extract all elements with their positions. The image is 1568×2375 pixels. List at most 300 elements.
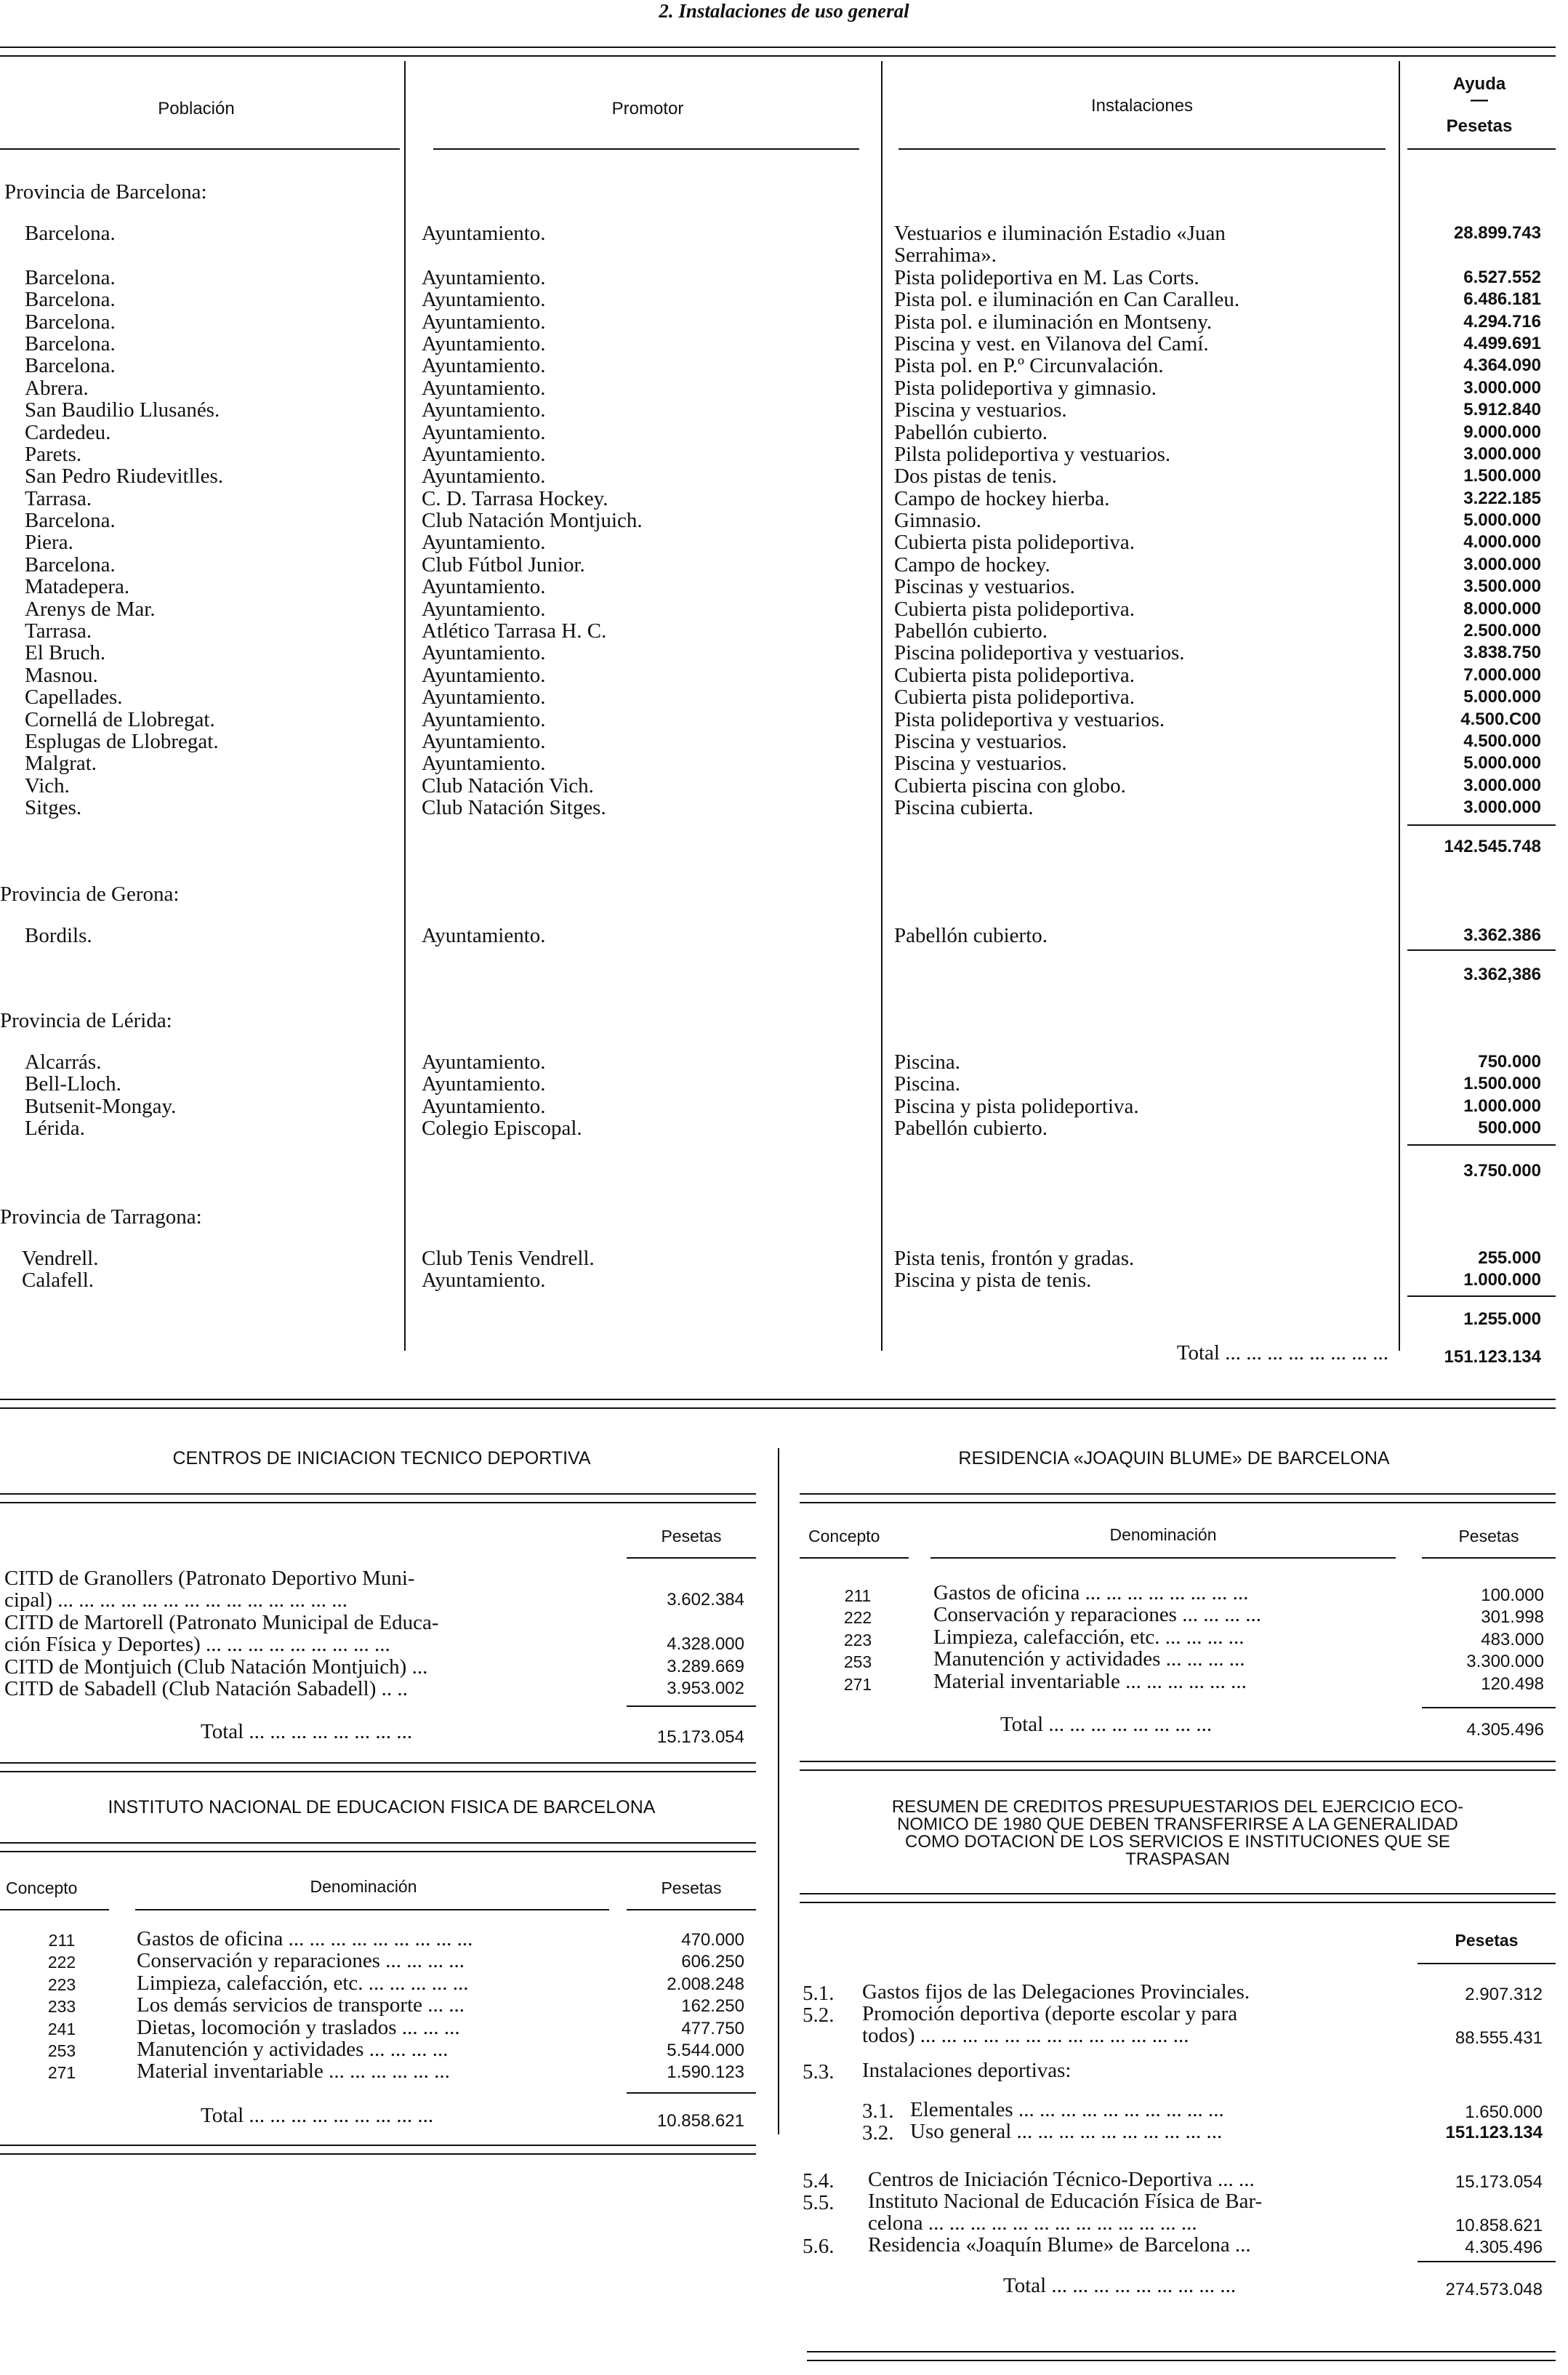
poblacion-cell: San Pedro Riudevitlles. (25, 465, 224, 489)
citd-item-line: CITD de Sabadell (Club Natación Sabadell) .. .. (4, 1677, 408, 1701)
inef-pesetas-cell: 162.250 (681, 1996, 744, 2017)
instalacion-cell: Pabellón cubierto. (894, 619, 1048, 643)
ayuda-cell: 1.500.000 (1463, 466, 1541, 486)
inef-codes (29, 1929, 95, 2084)
ayuda-cell: 255.000 (1478, 1248, 1541, 1268)
resumen-item-5-4-label: Centros de Iniciación Técnico-Deportiva ... ... (868, 2168, 1255, 2191)
barcelona-promotor-column (422, 222, 643, 819)
promotor-cell: Ayuntamiento. (422, 729, 546, 753)
inef-total-value: 10.858.621 (656, 2111, 744, 2131)
citd-amount: 3.289.669 (667, 1656, 744, 1676)
header-promotor: Promotor (611, 99, 684, 118)
instalacion-cell: Piscina y vest. en Vilanova del Camí. (894, 331, 1209, 355)
resumen-item-5-6-label: Residencia «Joaquín Blume» de Barcelona ... (868, 2233, 1251, 2257)
poblacion-cell: Tarrasa. (25, 486, 92, 510)
inef-pesetas-cell: 1.590.123 (667, 2062, 744, 2083)
resumen-sub-3-2-num: 3.2. (862, 2121, 894, 2145)
resumen-sub-3-1-label: Elementales ... ... ... ... ... ... ... ... ... ... (910, 2098, 1224, 2121)
ayuda-cell: 4.500.C00 (1460, 709, 1541, 729)
promotor-cell: Ayuntamiento. (422, 707, 546, 731)
promotor-cell: Atlético Tarrasa H. C. (422, 619, 607, 643)
resumen-item-5-5-line2: celona ... ... ... ... ... ... ... ... ... ... ... ... ... (868, 2211, 1197, 2235)
instalacion-cell: Pabellón cubierto. (894, 924, 1048, 947)
ayuda-cell: 4.499.691 (1463, 333, 1541, 353)
blume-bottom-rule-2 (800, 1769, 1556, 1771)
blume-concepto-cell: 223 (843, 1630, 872, 1649)
blume-bottom-rule-1 (800, 1761, 1556, 1762)
poblacion-cell: Cardedeu. (25, 420, 111, 444)
ayuda-cell: 5.912.840 (1463, 400, 1541, 420)
ayuda-cell: 4.000.000 (1463, 532, 1541, 552)
promotor-cell: Ayuntamiento. (422, 686, 546, 710)
inef-rule-2 (0, 1851, 756, 1852)
promotor-cell: Club Tenis Vendrell. (422, 1247, 595, 1270)
province-label-barcelona: Provincia de Barcelona: (4, 180, 207, 204)
instalacion-cell: Campo de hockey. (894, 552, 1050, 576)
poblacion-cell: Esplugas de Llobregat. (25, 729, 219, 753)
instalacion-cell: Piscina polideportiva y vestuarios. (894, 641, 1185, 665)
province-label-tarragona: Provincia de Tarragona: (0, 1205, 202, 1229)
instalacion-cell: Dos pistas de tenis. (894, 465, 1057, 489)
header-instalaciones: Instalaciones (1090, 96, 1194, 116)
resumen-item-5-1-label: Gastos fijos de las Delegaciones Provinciales. (862, 1980, 1250, 2004)
col-sep-1 (404, 61, 406, 1351)
blume-concepto-cell: 271 (843, 1674, 872, 1694)
promotor-cell: Ayuntamiento. (422, 310, 546, 334)
instalacion-cell: Piscina. (894, 1050, 961, 1074)
citd-items (4, 1567, 439, 1700)
poblacion-cell: Abrera. (25, 376, 89, 400)
blume-pesetas-cell: 301.998 (1481, 1607, 1544, 1628)
poblacion-cell: Masnou. (25, 663, 98, 687)
ayuda-cell: 1.000.000 (1463, 1096, 1541, 1116)
inef-denominacion-cell: Material inventariable ... ... ... ... ... ... (137, 2059, 450, 2083)
inef-total-rule (627, 2092, 756, 2094)
promotor-cell: Ayuntamiento. (422, 442, 546, 466)
ayuda-cell: 750.000 (1478, 1052, 1541, 1072)
resumen-item-5-5-num: 5.5. (803, 2191, 835, 2214)
promotor-cell: Ayuntamiento. (422, 465, 546, 489)
instalacion-cell: Pista tenis, frontón y gradas. (894, 1247, 1135, 1270)
resumen-total-label: Total ... ... ... ... ... ... ... ... ... (1003, 2274, 1237, 2297)
promotor-cell: Ayuntamiento. (422, 531, 546, 555)
resumen-item-5-2-amount: 88.555.431 (1455, 2028, 1543, 2048)
promotor-cell: Club Natación Montjuich. (422, 509, 643, 533)
inef-concepto-cell: 253 (47, 2041, 76, 2060)
resumen-total-rule (1418, 2261, 1556, 2262)
instalacion-cell: Cubierta pista polideportiva. (894, 686, 1135, 710)
blume-denominacion-cell: Material inventariable ... ... ... ... ... ... (933, 1669, 1247, 1693)
promotor-cell: Club Fútbol Junior. (422, 552, 585, 576)
col-sep-2 (881, 61, 882, 1351)
barcelona-ayuda-column (1403, 222, 1541, 819)
ayuda-cell: 3.500.000 (1463, 576, 1541, 597)
inef-bottom-rule-2 (0, 2153, 756, 2155)
subtotal-lerida: 3.750.000 (1463, 1161, 1541, 1181)
ayuda-cell: 3.362.386 (1463, 925, 1541, 945)
resumen-item-5-3-label: Instalaciones deportivas: (862, 2059, 1072, 2082)
subtotal-rule-barcelona (1407, 824, 1556, 826)
header-ayuda: Ayuda (1452, 74, 1506, 94)
ayuda-cell: 3.000.000 (1463, 377, 1541, 398)
instalacion-cell: Cubierta pista polideportiva. (894, 597, 1135, 621)
inef-denominacion-cell: Dietas, locomoción y traslados ... ... ... (137, 2015, 460, 2039)
promotor-cell: Club Natación Sitges. (422, 796, 606, 820)
instalacion-cell: Cubierta pista polideportiva. (894, 531, 1135, 555)
inef-pesetas-cell: 606.250 (681, 1952, 744, 1972)
promotor-cell: Ayuntamiento. (422, 376, 546, 400)
blume-rule-1 (800, 1493, 1556, 1495)
citd-item-line: CITD de Granollers (Patronato Deportivo Muni- (4, 1567, 415, 1590)
poblacion-cell: Butsenit-Mongay. (25, 1094, 177, 1118)
poblacion-cell: Bordils. (25, 924, 92, 947)
ayuda-cell: 3.000.000 (1463, 443, 1541, 464)
blume-amounts (1422, 1585, 1544, 1695)
citd-total-label: Total ... ... ... ... ... ... ... ... (201, 1720, 413, 1743)
resumen-bottom-rule-1 (807, 2351, 1556, 2352)
inef-denominacion-cell: Manutención y actividades ... ... ... ... (137, 2037, 449, 2061)
lower-divider (778, 1448, 779, 2134)
blume-names (933, 1582, 1261, 1692)
citd-amounts (627, 1567, 744, 1700)
blume-total-value: 4.305.496 (1466, 1720, 1544, 1740)
spacer (627, 1612, 744, 1633)
poblacion-cell: Calafell. (22, 1269, 95, 1293)
resumen-title (800, 1799, 1556, 1868)
blume-header-rule-1 (800, 1557, 909, 1559)
resumen-item-5-3-num: 5.3. (803, 2060, 835, 2083)
citd-bottom-rule-2 (0, 1771, 756, 1772)
inef-total-label: Total ... ... ... ... ... ... ... ... ... (201, 2104, 434, 2127)
citd-rule-3 (627, 1557, 756, 1559)
blume-codes (821, 1585, 894, 1695)
poblacion-cell: San Baudilio Llusanés. (25, 398, 220, 422)
inef-header-rule-3 (627, 1909, 756, 1910)
promotor-cell (422, 244, 643, 266)
ayuda-cell: 6.527.552 (1463, 267, 1541, 287)
resumen-sub-3-2-label: Uso general ... ... ... ... ... ... ... ... ... ... (910, 2120, 1223, 2143)
resumen-total-value: 274.573.048 (1445, 2280, 1543, 2299)
subtotal-rule-lerida (1407, 1144, 1556, 1146)
blume-header-concepto: Concepto (808, 1527, 880, 1546)
inef-header-pesetas: Pesetas (661, 1878, 722, 1897)
inef-concepto-cell: 223 (47, 1974, 76, 1994)
instalacion-cell: Vestuarios e iluminación Estadio «Juan (894, 222, 1226, 245)
poblacion-cell: Capellades. (25, 686, 123, 710)
inef-denominacion-cell: Limpieza, calefacción, etc. ... ... ... ... ... (137, 1971, 469, 1995)
poblacion-cell: Arenys de Mar. (25, 597, 156, 621)
poblacion-cell: Matadepera. (25, 575, 130, 599)
header-underline-3 (898, 148, 1386, 150)
resumen-item-5-1-num: 5.1. (803, 1982, 835, 2005)
inef-pesetas-cell: 477.750 (681, 2018, 744, 2038)
poblacion-cell: Barcelona. (25, 310, 116, 334)
promotor-cell: Ayuntamiento. (422, 1269, 546, 1293)
spacer (627, 1567, 744, 1589)
ayuda-cell: 5.000.000 (1463, 510, 1541, 531)
province-label-gerona: Provincia de Gerona: (0, 883, 180, 906)
poblacion-cell: Barcelona. (25, 265, 116, 289)
resumen-item-5-6-amount: 4.305.496 (1465, 2238, 1543, 2257)
inef-denominacion-cell: Conservación y reparaciones ... ... ... ... (137, 1949, 465, 1973)
header-poblacion: Población (158, 99, 235, 118)
inef-names (137, 1928, 473, 2083)
citd-item-line: ción Física y Deportes) ... ... ... ... ... ... ... ... ... (4, 1633, 390, 1657)
resumen-item-5-5-amount: 10.858.621 (1455, 2216, 1543, 2235)
ayuda-cell: 9.000.000 (1463, 422, 1541, 442)
province-label-lerida: Provincia de Lérida: (0, 1009, 172, 1032)
barcelona-poblacion-column (25, 222, 223, 819)
ayuda-cell (1403, 244, 1541, 266)
citd-title: CENTROS DE INICIACION TECNICO DEPORTIVA (172, 1448, 591, 1468)
instalacion-cell: Piscina y pista polideportiva. (894, 1094, 1139, 1118)
poblacion-cell: Vich. (25, 773, 70, 797)
blume-concepto-cell: 253 (843, 1652, 872, 1672)
main-total-value: 151.123.134 (1444, 1347, 1541, 1367)
ayuda-cell: 3.222.185 (1463, 488, 1541, 508)
ayuda-cell: 2.500.000 (1463, 621, 1541, 641)
ayuda-cell: 4.500.000 (1463, 731, 1541, 751)
resumen-title-line: COMO DOTACION DE LOS SERVICIOS E INSTITUCIONES QUE SE (905, 1832, 1450, 1852)
promotor-cell: Club Natación Vich. (422, 773, 594, 797)
inef-denominacion-cell: Gastos de oficina ... ... ... ... ... ... ... ... ... (137, 1927, 473, 1950)
instalacion-cell: Piscina cubierta. (894, 796, 1034, 820)
citd-amount: 3.953.002 (667, 1679, 744, 1699)
header-underline-4 (1407, 148, 1556, 150)
ayuda-cell: 7.000.000 (1463, 664, 1541, 685)
header-underline-2 (433, 148, 859, 150)
citd-rule-2 (0, 1502, 756, 1503)
page-heading: 2. Instalaciones de uso general (659, 0, 909, 22)
main-bottom-rule-1 (0, 1399, 1556, 1400)
promotor-cell: Ayuntamiento. (422, 575, 546, 599)
promotor-cell: C. D. Tarrasa Hockey. (422, 486, 608, 510)
ayuda-cell: 8.000.000 (1463, 598, 1541, 619)
ayuda-cell: 5.000.000 (1463, 687, 1541, 707)
inef-header-rule-2 (135, 1909, 609, 1910)
instalacion-cell: Piscina. (894, 1072, 961, 1096)
inef-pesetas-cell: 5.544.000 (667, 2040, 744, 2060)
main-total-label: Total ... ... ... ... ... ... ... ... (1176, 1341, 1388, 1365)
promotor-cell: Ayuntamiento. (422, 265, 546, 289)
blume-concepto-cell: 222 (843, 1608, 872, 1628)
header-ayuda-dash: — (1471, 90, 1488, 110)
citd-total-rule (627, 1705, 756, 1707)
inef-amounts (627, 1929, 744, 2084)
inef-concepto-cell: 222 (47, 1953, 76, 1972)
promotor-cell: Ayuntamiento. (422, 1050, 546, 1074)
instalacion-cell: Piscina y vestuarios. (894, 752, 1067, 776)
resumen-sub-3-2-amount: 151.123.134 (1445, 2123, 1543, 2142)
poblacion-cell: Tarrasa. (25, 619, 92, 643)
promotor-cell: Ayuntamiento. (422, 1094, 546, 1118)
instalacion-cell: Serrahima». (894, 244, 997, 268)
inef-concepto-cell: 233 (47, 1997, 76, 2017)
citd-amount: 3.602.384 (667, 1590, 744, 1610)
lerida-promotor-column (422, 1051, 582, 1140)
ayuda-cell: 5.000.000 (1463, 753, 1541, 773)
poblacion-cell (25, 244, 223, 266)
resumen-item-5-6-num: 5.6. (803, 2235, 835, 2258)
gerona-ayuda-column (1403, 925, 1541, 947)
resumen-item-5-1-amount: 2.907.312 (1465, 1985, 1543, 2004)
promotor-cell: Ayuntamiento. (422, 641, 546, 665)
poblacion-cell: El Bruch. (25, 641, 106, 665)
resumen-sub-3-1-num: 3.1. (862, 2099, 894, 2123)
top-rule (0, 47, 1556, 48)
poblacion-cell: Barcelona. (25, 509, 116, 533)
blume-pesetas-cell: 483.000 (1481, 1629, 1544, 1649)
barcelona-instalaciones-column (894, 222, 1239, 819)
gerona-promotor-column (422, 925, 546, 947)
instalacion-cell: Pabellón cubierto. (894, 420, 1048, 444)
header-underline-1 (0, 148, 400, 150)
subtotal-gerona: 3.362,386 (1463, 965, 1541, 984)
blume-denominacion-cell: Gastos de oficina ... ... ... ... ... ... ... ... (933, 1581, 1249, 1604)
resumen-pesetas-header: Pesetas (1455, 1931, 1519, 1950)
promotor-cell: Ayuntamiento. (422, 288, 546, 312)
resumen-title-line: RESUMEN DE CREDITOS PRESUPUESTARIOS DEL EJERCICIO ECO- (891, 1797, 1464, 1817)
promotor-cell: Ayuntamiento. (422, 597, 546, 621)
lerida-instalaciones-column (894, 1051, 1139, 1140)
instalacion-cell: Pista polideportiva y gimnasio. (894, 376, 1157, 400)
inef-concepto-cell: 271 (47, 2063, 76, 2083)
instalacion-cell: Pista pol. en P.º Circunvalación. (894, 354, 1164, 378)
citd-item-line: CITD de Martorell (Patronato Municipal de Educa- (4, 1610, 439, 1634)
tarragona-instalaciones-column (894, 1247, 1134, 1292)
instalacion-cell: Piscina y vestuarios. (894, 398, 1067, 422)
poblacion-cell: Barcelona. (25, 331, 116, 355)
poblacion-cell: Alcarrás. (25, 1050, 102, 1074)
inef-rule-1 (0, 1842, 756, 1844)
blume-header-rule-2 (930, 1557, 1396, 1559)
resumen-rule-3 (1418, 1963, 1556, 1964)
resumen-rule-2 (800, 1902, 1556, 1903)
inef-concepto-cell: 211 (48, 1931, 76, 1950)
inef-header-denominacion: Denominación (310, 1877, 417, 1896)
poblacion-cell: Vendrell. (22, 1247, 99, 1270)
promotor-cell: Ayuntamiento. (422, 1072, 546, 1096)
ayuda-cell: 3.000.000 (1463, 797, 1541, 818)
blume-header-denominacion: Denominación (1109, 1525, 1217, 1544)
promotor-cell: Ayuntamiento. (422, 752, 546, 776)
blume-total-rule (1422, 1707, 1556, 1708)
inef-denominacion-cell: Los demás servicios de transporte ... ... (137, 1993, 465, 2017)
resumen-item-5-4-amount: 15.173.054 (1455, 2172, 1543, 2192)
poblacion-cell: Sitges. (25, 796, 82, 820)
blume-pesetas-cell: 120.498 (1481, 1673, 1544, 1694)
inef-bottom-rule-1 (0, 2145, 756, 2146)
blume-pesetas-cell: 100.000 (1481, 1586, 1544, 1605)
subtotal-rule-tarragona (1407, 1295, 1556, 1297)
gerona-poblacion-column (25, 925, 92, 947)
tarragona-ayuda-column (1403, 1247, 1541, 1292)
poblacion-cell: Barcelona. (25, 552, 116, 576)
ayuda-cell: 3.000.000 (1463, 775, 1541, 795)
ayuda-cell: 4.364.090 (1463, 355, 1541, 376)
blume-rule-2 (800, 1502, 1556, 1503)
resumen-rule-1 (800, 1893, 1556, 1894)
poblacion-cell: Barcelona. (25, 288, 116, 312)
citd-item-line: cipal) ... ... ... ... ... ... ... ... ... ... ... ... ... ... (4, 1588, 348, 1612)
poblacion-cell: Barcelona. (25, 222, 116, 245)
main-bottom-rule-2 (0, 1407, 1556, 1409)
ayuda-cell: 28.899.743 (1453, 223, 1541, 243)
poblacion-cell: Barcelona. (25, 354, 116, 378)
resumen-title-line: TRASPASAN (1125, 1849, 1230, 1869)
resumen-item-5-2-num: 5.2. (803, 2004, 835, 2027)
subtotal-tarragona: 1.255.000 (1463, 1309, 1541, 1329)
resumen-title-line: NOMICO DE 1980 QUE DEBEN TRANSFERIRSE A LA GENERALIDAD (897, 1815, 1458, 1834)
tarragona-promotor-column (422, 1247, 595, 1292)
gerona-instalaciones-column (894, 925, 1048, 947)
ayuda-cell: 1.000.000 (1463, 1270, 1541, 1290)
instalacion-cell: Gimnasio. (894, 509, 982, 533)
citd-bottom-rule-1 (0, 1762, 756, 1764)
blume-concepto-cell: 211 (844, 1586, 872, 1605)
ayuda-cell: 4.294.716 (1463, 311, 1541, 331)
instalacion-cell: Pista polideportiva y vestuarios. (894, 707, 1165, 731)
inef-header-concepto: Concepto (6, 1878, 78, 1897)
blume-title: RESIDENCIA «JOAQUIN BLUME» DE BARCELONA (958, 1448, 1390, 1468)
instalacion-cell: Pista pol. e iluminación en Can Caralleu. (894, 288, 1240, 312)
inef-title: INSTITUTO NACIONAL DE EDUCACION FISICA DE BARCELONA (108, 1797, 656, 1817)
instalacion-cell: Piscina y pista de tenis. (894, 1269, 1092, 1293)
promotor-cell: Ayuntamiento. (422, 924, 546, 947)
inef-concepto-cell: 241 (47, 2019, 76, 2038)
ayuda-cell: 500.000 (1478, 1118, 1541, 1138)
resumen-item-5-5-line1: Instituto Nacional de Educación Física de Bar- (868, 2190, 1263, 2213)
blume-denominacion-cell: Limpieza, calefacción, etc. ... ... ... ... (933, 1625, 1245, 1649)
blume-denominacion-cell: Conservación y reparaciones ... ... ... ... (933, 1603, 1261, 1627)
inef-pesetas-cell: 2.008.248 (667, 1974, 744, 1994)
citd-amount: 4.328.000 (667, 1634, 744, 1655)
poblacion-cell: Malgrat. (25, 752, 97, 776)
instalacion-cell: Piscina y vestuarios. (894, 729, 1067, 753)
citd-pesetas-header: Pesetas (661, 1527, 722, 1546)
ayuda-cell: 6.486.181 (1463, 289, 1541, 310)
instalacion-cell: Pista pol. e iluminación en Montseny. (894, 310, 1213, 334)
subtotal-rule-gerona (1407, 949, 1556, 951)
poblacion-cell: Bell-Lloch. (25, 1072, 121, 1096)
subtotal-barcelona: 142.545.748 (1444, 837, 1541, 856)
ayuda-cell: 3.838.750 (1463, 643, 1541, 663)
resumen-sub-3-1-amount: 1.650.000 (1465, 2102, 1543, 2122)
resumen-bottom-rule-2 (807, 2360, 1556, 2361)
instalacion-cell: Cubierta pista polideportiva. (894, 663, 1135, 687)
promotor-cell: Ayuntamiento. (422, 420, 546, 444)
col-sep-3 (1399, 61, 1400, 1351)
instalacion-cell: Campo de hockey hierba. (894, 486, 1110, 510)
lerida-ayuda-column (1403, 1051, 1541, 1140)
instalacion-cell: Pabellón cubierto. (894, 1117, 1048, 1141)
promotor-cell: Ayuntamiento. (422, 354, 546, 378)
citd-total-value: 15.173.054 (656, 1727, 744, 1747)
promotor-cell: Ayuntamiento. (422, 398, 546, 422)
blume-header-rule-3 (1422, 1557, 1556, 1559)
instalacion-cell: Piscinas y vestuarios. (894, 575, 1075, 599)
promotor-cell: Colegio Episcopal. (422, 1117, 582, 1141)
citd-rule-1 (0, 1493, 756, 1495)
ayuda-cell: 1.500.000 (1463, 1074, 1541, 1094)
poblacion-cell: Parets. (25, 442, 82, 466)
blume-denominacion-cell: Manutención y actividades ... ... ... ... (933, 1647, 1245, 1671)
blume-header-pesetas: Pesetas (1458, 1527, 1519, 1546)
promotor-cell: Ayuntamiento. (422, 222, 546, 245)
lerida-poblacion-column (25, 1051, 176, 1140)
ayuda-cell: 3.000.000 (1463, 554, 1541, 574)
promotor-cell: Ayuntamiento. (422, 331, 546, 355)
